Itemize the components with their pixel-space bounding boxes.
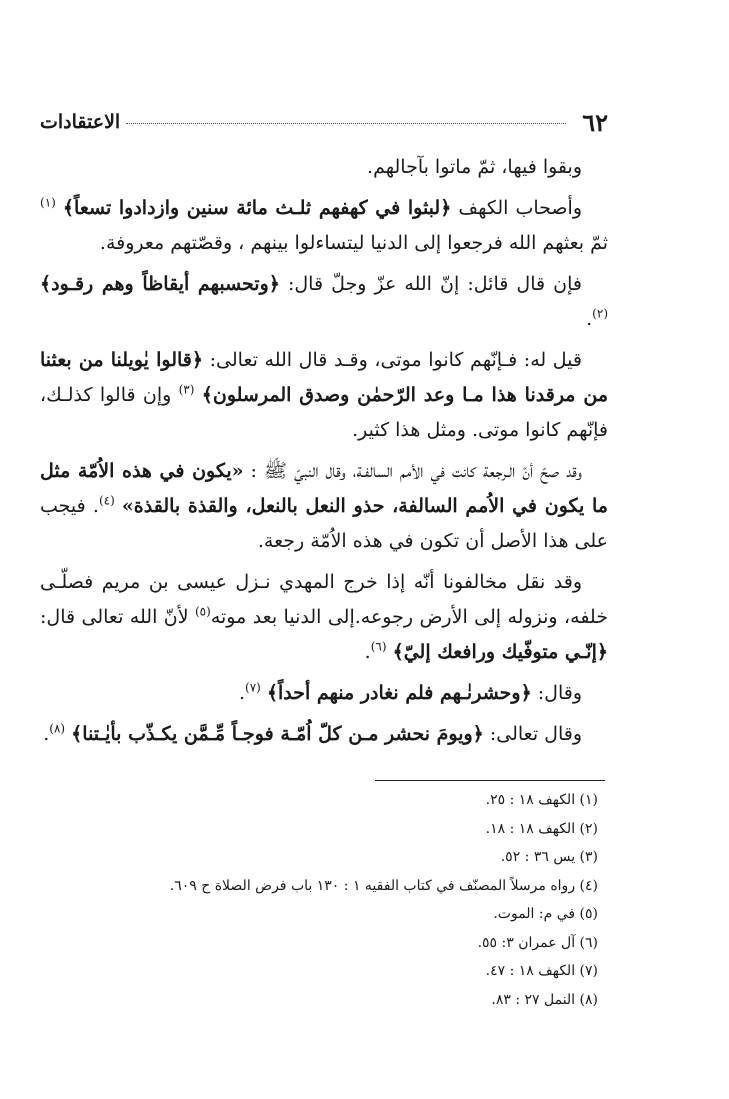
footnote: (٢) الكهف ١٨ : ١٨. — [485, 820, 598, 837]
quran-verse: ﴿قالوا يٰويلنا من بعثنا من مرقدنا هذا مـا وعد الرّحمٰن وصدق المرسلون﴾ — [40, 349, 608, 406]
header-dotted-leader — [126, 121, 566, 124]
paragraph-1 — [40, 150, 608, 185]
quran-verse: ﴿ويومَ نحشر مـن كلّ اُمّـة فوجـاً مِّـمَّن يكـذّب بأيٰـتنا﴾ — [71, 723, 484, 745]
text: . — [238, 682, 245, 704]
page-number: ٦٢ — [582, 107, 608, 137]
footnote: (٦) آل عمران ٣: ٥٥. — [477, 934, 598, 951]
footnote-ref[interactable]: (٣) — [178, 382, 195, 397]
text: قيل له: فـإنّهم كانوا موتى، وقـد قال الله تعالى: — [203, 349, 582, 371]
paragraph-5 — [40, 454, 608, 559]
text: وأصحاب الكهف — [451, 197, 582, 219]
footnote-divider — [375, 780, 605, 781]
footnote-ref[interactable]: (٥) — [194, 604, 211, 619]
quran-verse: ﴿وحشرنٰـهم فلم نغادر منهم أحداً﴾ — [266, 682, 532, 704]
footnote-ref[interactable]: (٧) — [245, 680, 261, 695]
footnote: (١) الكهف ١٨ : ٢٥. — [485, 792, 598, 808]
footnote: (٤) رواه مرسلاً المصنّف في كتاب الفقيه ١ : ١٣٠ باب فرض الصلاة ح ٦٠٩. — [169, 877, 598, 894]
text: . — [364, 641, 371, 663]
main-text — [40, 150, 608, 758]
quran-verse: ﴿وتحسبهم أيقاظاً وهم رقـود﴾ — [40, 273, 280, 295]
text: وبقوا فيها، ثمّ ماتوا بآجالهم. — [367, 156, 582, 178]
paragraph-4 — [40, 343, 608, 448]
text: ثمّ بعثهم الله فرجعوا إلى الدنيا ليتساءلوا بينهم ، وقصّتهم معروفة. — [99, 232, 608, 254]
text: وقد صحّ أنّ الـرجعة كانت في الأمم السالفـة، وقال النبيّ ﷺ : — [243, 460, 582, 482]
paragraph-8 — [40, 717, 608, 752]
text: . — [43, 723, 50, 745]
paragraph-3 — [40, 267, 608, 337]
text: وقال: — [531, 682, 582, 704]
paragraph-2 — [40, 191, 608, 261]
footnote: (٨) النمل ٢٧ : ٨٣. — [491, 991, 598, 1008]
paragraph-7 — [40, 676, 608, 711]
footnotes — [40, 786, 604, 1014]
text: وإن قالوا كذلـك، فإنّهم كانوا موتى. ومثل هذا كثير. — [40, 384, 608, 441]
footnote-ref[interactable]: (٨) — [49, 721, 66, 736]
footnote: (٥) في م: الموت. — [493, 906, 598, 922]
text: . فيجب على هذا الأصل أن تكون في هذه الاُمّة رجعة. — [40, 495, 608, 552]
text: فإن قال قائل: إنّ الله عزّ وجلّ قال: — [279, 273, 582, 295]
footnote-ref[interactable]: (١) — [40, 195, 56, 210]
hadith-quote: «يكون في هذه الاُمّة مثل ما يكون في الاُمم السالفة، حذو النعل بالنعل، والقذة بالقذة» — [40, 460, 608, 517]
footnote-ref[interactable]: (٢) — [592, 306, 608, 321]
footnote: (٣) يس ٣٦ : ٥٢. — [500, 849, 598, 865]
text: وقال تعالى: — [483, 723, 582, 745]
text: لأنّ الله تعالى قال: — [40, 606, 195, 628]
text: وقد نقل مخالفونا أنّه إذا خرج المهدي نـزل عيسى بن مريم فصلّـى خلفه، ونزوله إلى الأرض رجوعه.إلى الدنيا بعد موته — [40, 571, 608, 628]
paragraph-6 — [40, 565, 608, 670]
page-header — [40, 104, 608, 140]
footnote: (٧) الكهف ١٨ : ٤٧. — [485, 963, 598, 979]
quran-verse: ﴿لبثوا في كهفهم ثلـث مائة سنين وازدادوا تسعاً﴾ — [62, 197, 452, 219]
footnote-ref[interactable]: (٤) — [98, 493, 115, 508]
text: . — [586, 308, 593, 330]
running-title: الاعتقادات — [40, 111, 121, 133]
footnote-ref[interactable]: (٦) — [370, 639, 387, 654]
quran-verse: ﴿إنّـي متوفّيك ورافعك إليّ﴾ — [392, 641, 608, 663]
